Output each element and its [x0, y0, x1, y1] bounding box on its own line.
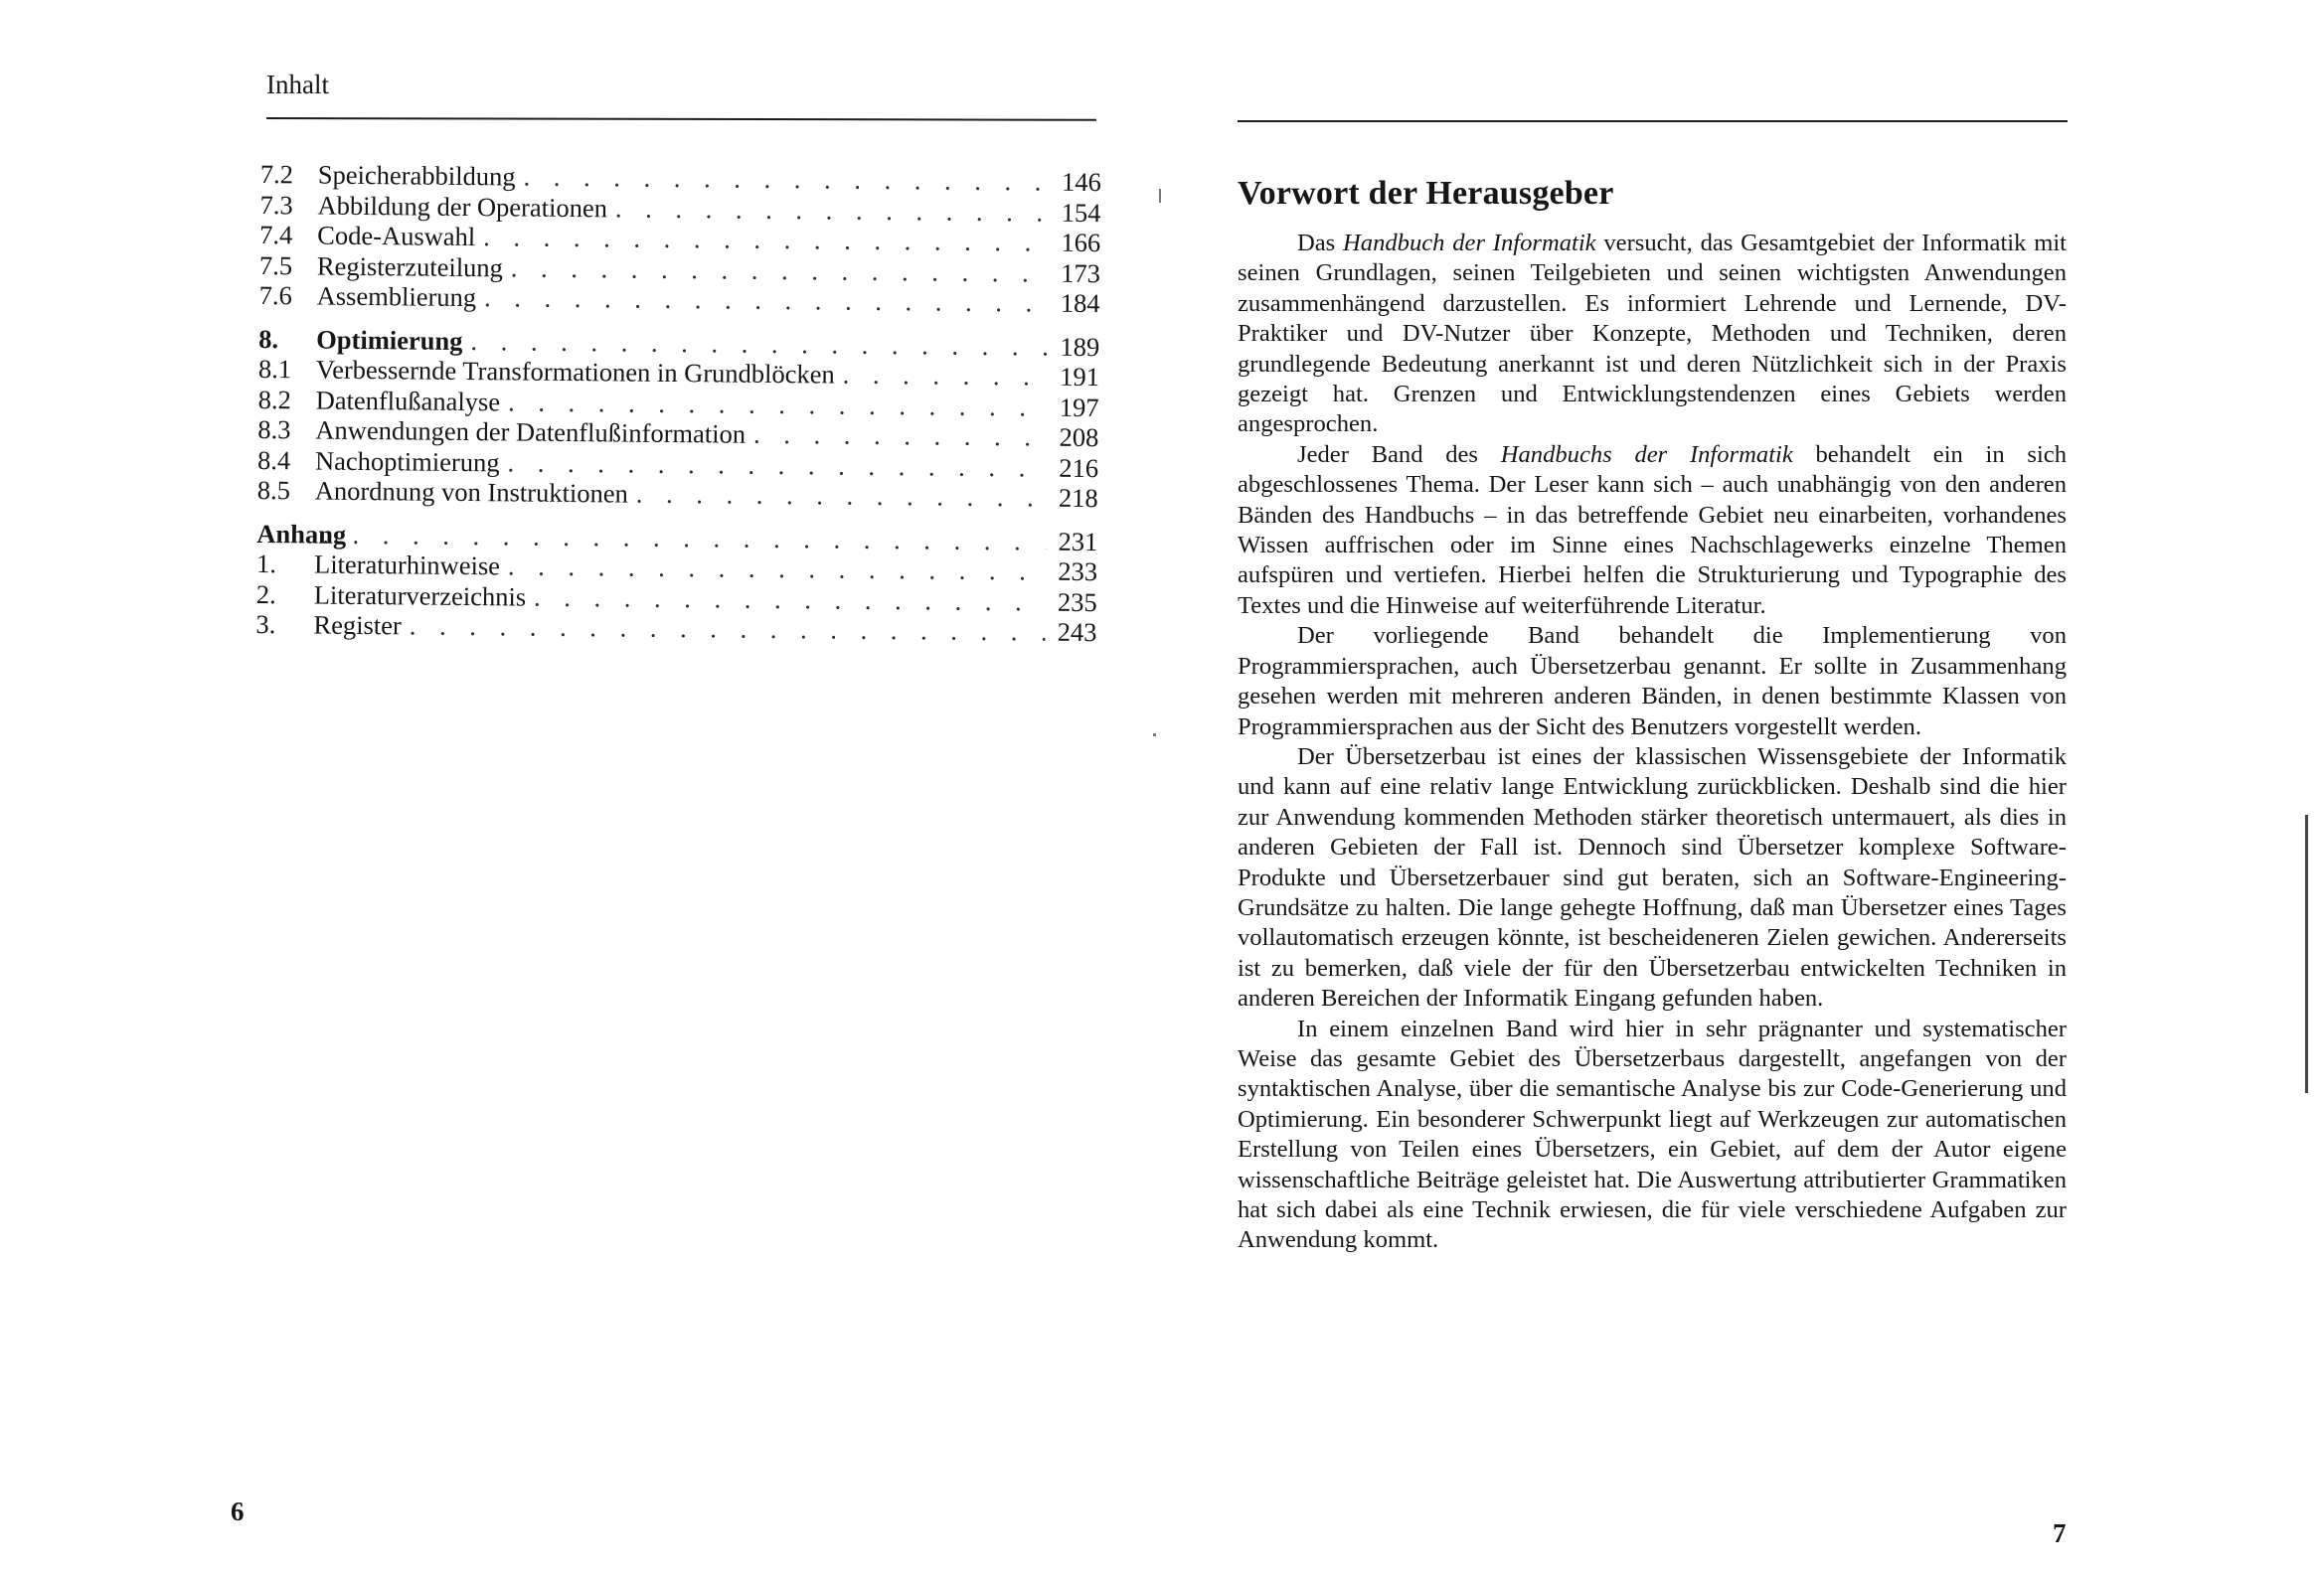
- toc-dot-leader: [476, 282, 1049, 318]
- paragraph-text: Jeder Band des: [1297, 440, 1501, 468]
- toc-entry-page: 166: [1061, 227, 1101, 258]
- toc-entry-page: 218: [1058, 482, 1098, 514]
- scan-edge-mark: [2305, 815, 2308, 1093]
- toc-entry-number: 8.2: [257, 384, 291, 414]
- toc-dot-leader: [746, 419, 1048, 452]
- paragraph-text: versucht, das Gesamtgebiet der Informatik mit seinen Grundlagen, seinen Teilgebieten und seinen wichtigsten Anwendungen zusammenhängend darzustellen. Es informiert Lehrende und Lernende, DV-Praktiker und DV-Nutzer über Konzepte, Methoden und Techniken, deren grundlegende Bedeutung anerkannt ist und deren Nützlichkeit sich in der Praxis gezeigt hat. Grenzen und Entwicklungstendenzen eines Gebiets werden angesprochen.: [1238, 230, 2067, 438]
- toc-entry-number: 7.3: [259, 189, 293, 220]
- toc-entry-title: Optimierung: [316, 324, 463, 356]
- toc-entry-page: 154: [1061, 197, 1101, 228]
- toc-entry-title: Abbildung der Operationen: [317, 190, 608, 223]
- toc-dot-leader: [402, 610, 1046, 647]
- page-number-right: 7: [2053, 1518, 2067, 1548]
- toc-entry-page: 216: [1059, 452, 1099, 483]
- toc-entry-title: Verbessernde Transformationen in Grundblöcken: [315, 354, 835, 390]
- foreword-paragraph: [1238, 229, 2067, 440]
- toc-entry-title: Assemblierung: [316, 280, 477, 313]
- toc-dot-leader: [607, 193, 1050, 228]
- toc-entry-number: 7.4: [259, 219, 293, 250]
- toc-entry-number: 8.5: [256, 474, 291, 506]
- toc-group: [257, 323, 1100, 513]
- toc-entry-number: 8.4: [256, 444, 291, 475]
- paragraph-text: Der vorliegende Band behandelt die Implementierung von Programmiersprachen, auch Übersetzerbau genannt. Er sollte in Zusammenhang gesehen werden mit mehreren anderen Bänden, in denen bestimmte Klassen von Programmiersprachen aus der Sicht des Benutzers vorgestellt werden.: [1238, 622, 2067, 740]
- toc-entry-number: 8.: [258, 323, 279, 354]
- toc-entry-number: 7.5: [258, 249, 293, 280]
- book-title-italic: Handbuch der Informatik: [1343, 230, 1596, 256]
- toc-group: [255, 518, 1097, 647]
- toc-dot-leader: [628, 479, 1047, 514]
- header-rule: [1238, 120, 2068, 122]
- toc-entry-title: Speicherabbildung: [317, 159, 516, 192]
- paragraph-text: Der Übersetzerbau ist eines der klassischen Wissensgebiete der Informatik und kann auf eine relativ lange Entwicklung zurückblicken. Deshalb sind die hier zur Anwendung kommenden Methoden stärker theoretisch untermauert, als dies in anderen Gebieten der Fall ist. Dennoch sind Übersetzer komplexe Software-Produkte und Übersetzerbauer sind gut beraten, sich an Software-Engineering-Grundsätze zu halten. Die lange gehegte Hoffnung, daß man Übersetzer eines Tages vollautomatisch erzeugen könnte, ist bescheideneren Zielen gewichen. Andererseits ist zu bemerken, daß viele der für den Übersetzerbau entwickelten Techniken in anderen Bereichen der Informatik Eingang gefunden haben.: [1238, 742, 2067, 1013]
- toc-entry-title: Register: [313, 609, 402, 641]
- toc-dot-leader: [835, 360, 1048, 393]
- scan-artifact: [1159, 189, 1161, 203]
- toc-entry-title: Anwendungen der Datenflußinformation: [315, 414, 747, 449]
- toc-entry-page: 231: [1058, 526, 1098, 556]
- running-head: Inhalt: [266, 70, 329, 99]
- toc-dot-leader: [526, 581, 1046, 617]
- toc-group: [259, 159, 1101, 319]
- toc-entry-page: 208: [1059, 421, 1099, 453]
- foreword-paragraph: [1238, 1015, 2067, 1256]
- paragraph-text: Das: [1297, 230, 1344, 256]
- book-title-italic: Handbuchs der Informatik: [1500, 440, 1793, 468]
- table-of-contents: [255, 159, 1101, 661]
- toc-entry-page: 243: [1057, 616, 1097, 648]
- foreword-paragraph: [1238, 440, 2067, 621]
- toc-entry-number: 1.: [255, 548, 277, 579]
- toc-entry-number: 7.6: [258, 279, 292, 311]
- toc-entry-number: Anhang: [256, 518, 347, 550]
- toc-entry-page: 189: [1060, 331, 1100, 362]
- toc-entry-title: Nachoptimierung: [314, 445, 500, 477]
- paragraph-text: In einem einzelnen Band wird hier in sehr prägnanter und systematischer Weise das gesamte Gebiet des Übersetzerbaus dargestellt, angefangen von der syntaktischen Analyse, über die semantische Analyse bis zur Code-Generierung und Optimierung. Ein besonderer Schwerpunkt liegt auf Werkzeugen zur automatischen Erstellung von Teilen eines Übersetzers, ein Gebiet, auf dem der Autor eigene wissenschaftliche Beiträge geleistet hat. Die Auswertung attributierter Grammatiken hat sich dabei als eine Technik erwiesen, die für viele verschiedene Aufgaben zur Anwendung kommt.: [1238, 1015, 2067, 1254]
- toc-entry-page: 233: [1058, 555, 1098, 587]
- section-title: Vorwort der Herausgeber: [1238, 175, 1614, 212]
- toc-entry-title: Datenflußanalyse: [315, 385, 501, 416]
- paragraph-text: behandelt ein in sich abgeschlossenes Thema. Der Leser kann sich – auch unabhängig von den anderen Bänden des Handbuchs – in das betreffende Gebiet neu einarbeiten, vorhandenes Wissen auffrischen oder im Sinne eines Nachschlagewerks einzelne Themen aufspüren und vertiefen. Hierbei helfen die Strukturierung und Typographie des Textes und die Hinweise auf weiterführende Literatur.: [1238, 440, 2067, 619]
- toc-entry-page: 184: [1060, 287, 1100, 319]
- toc-entry-number: 3.: [255, 608, 276, 640]
- toc-entry-page: 197: [1059, 392, 1099, 422]
- scan-artifact: [1153, 733, 1156, 736]
- foreword-paragraph: [1238, 742, 2067, 1015]
- foreword-body: [1238, 229, 2067, 1256]
- toc-entry-number: 8.3: [257, 413, 291, 445]
- toc-entry-title: Literaturhinweise: [313, 549, 501, 581]
- toc-entry-page: 173: [1061, 257, 1101, 288]
- toc-entry-page: 146: [1061, 166, 1101, 198]
- page-number-left: 6: [231, 1497, 245, 1526]
- toc-entry-title: Anordnung von Instruktionen: [314, 475, 628, 509]
- toc-entry-number: 2.: [255, 578, 276, 609]
- right-page: [1162, 0, 2324, 1577]
- toc-entry-page: 235: [1057, 586, 1097, 617]
- toc-entry-page: 191: [1060, 361, 1100, 393]
- toc-entry-title: Code-Auswahl: [317, 220, 476, 252]
- toc-entry-title: Registerzuteilung: [316, 250, 504, 282]
- toc-entry-number: 7.2: [259, 159, 294, 190]
- toc-entry-title: Literaturverzeichnis: [313, 579, 527, 612]
- header-rule: [266, 117, 1096, 121]
- foreword-paragraph: [1238, 621, 2067, 742]
- toc-entry-number: 8.1: [257, 353, 292, 385]
